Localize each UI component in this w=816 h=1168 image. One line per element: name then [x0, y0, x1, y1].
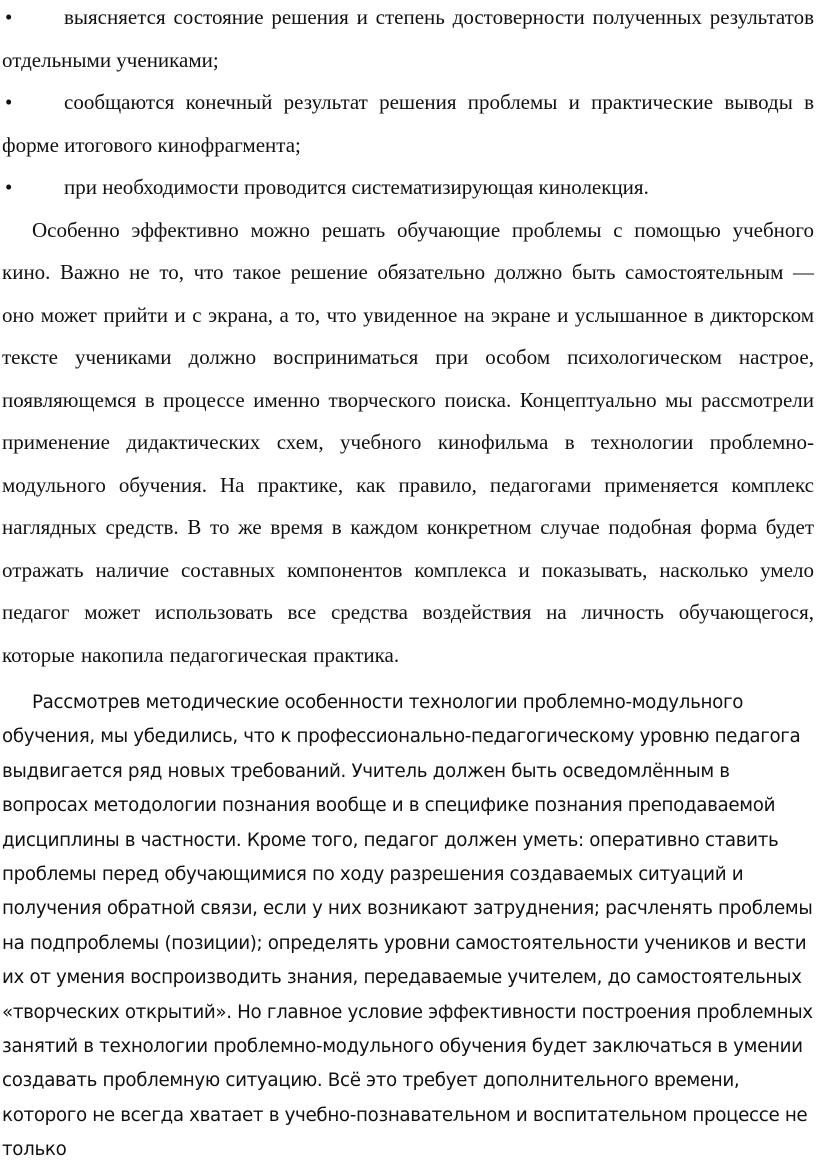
bullet-marker: • [5, 5, 13, 29]
bullet-item [2, 166, 814, 209]
bullet-text: при необходимости проводится систематизирующая кинолекция. [64, 175, 649, 199]
paragraph-teacher-requirements: Рассмотрев методические особенности технологии проблемно-модульного обучения, мы убедились, что к профессионально-педагогическому уровню педагога выдвигается ряд новых требований. Учитель должен быть осведомлённым в вопросах методологии познания вообще и в специфике познания преподаваемой дисциплины в частности. Кроме того, педагог должен уметь: оперативно ставить проблемы перед обучающимися по ходу разрешения создаваемых ситуаций и получения обратной связи, если у них возникают затруднения; расчленять проблемы на подпроблемы (позиции); определять уровни самостоятельности учеников и вести их от умения воспроизводить знания, передаваемые учителем, до самостоятельных «творческих открытий». Но главное условие эффективности построения проблемных занятий в технологии проблемно-модульного обучения будет заключаться в умении создавать проблемную ситуацию. Всё это требует дополнительного времени, которого не всегда хватает в учебно-познавательном и воспитательном процессе не только [2, 692, 813, 1161]
body-section [0, 209, 816, 677]
bullet-text: сообщаются конечный результат решения проблемы и практические выводы в форме итогового кинофрагмента; [2, 90, 814, 157]
paragraph-educational-cinema: Особенно эффективно можно решать обучающие проблемы с помощью учебного кино. Важно не то, что такое решение обязательно должно быть самостоятельным — оно может прийти и с экрана, а то, что увиденное на экране и услышанное в дикторском тексте учениками должно восприниматься при особом психологическом настрое, появляющемся в процессе именно творческого поиска. Концептуально мы рассмотрели применение дидактических схем, учебного кинофильма в технологии проблемно-модульного обучения. На практике, как правило, педагогами применяется комплекс наглядных средств. В то же время в каждом конкретном случае подобная форма будет отражать наличие составных компонентов комплекса и показывать, насколько умело педагог может использовать все средства воздействия на личность обучающегося, которые накопила педагогическая практика. [2, 217, 814, 667]
bullet-marker: • [5, 175, 13, 199]
body-section-sans [0, 686, 816, 1168]
bullet-item [2, 81, 814, 166]
bullet-marker: • [5, 90, 13, 114]
bullet-text: выясняется состояние решения и степень достоверности полученных результатов отдельными учениками; [2, 5, 814, 72]
bullet-list [0, 0, 816, 209]
bullet-item [2, 0, 814, 81]
